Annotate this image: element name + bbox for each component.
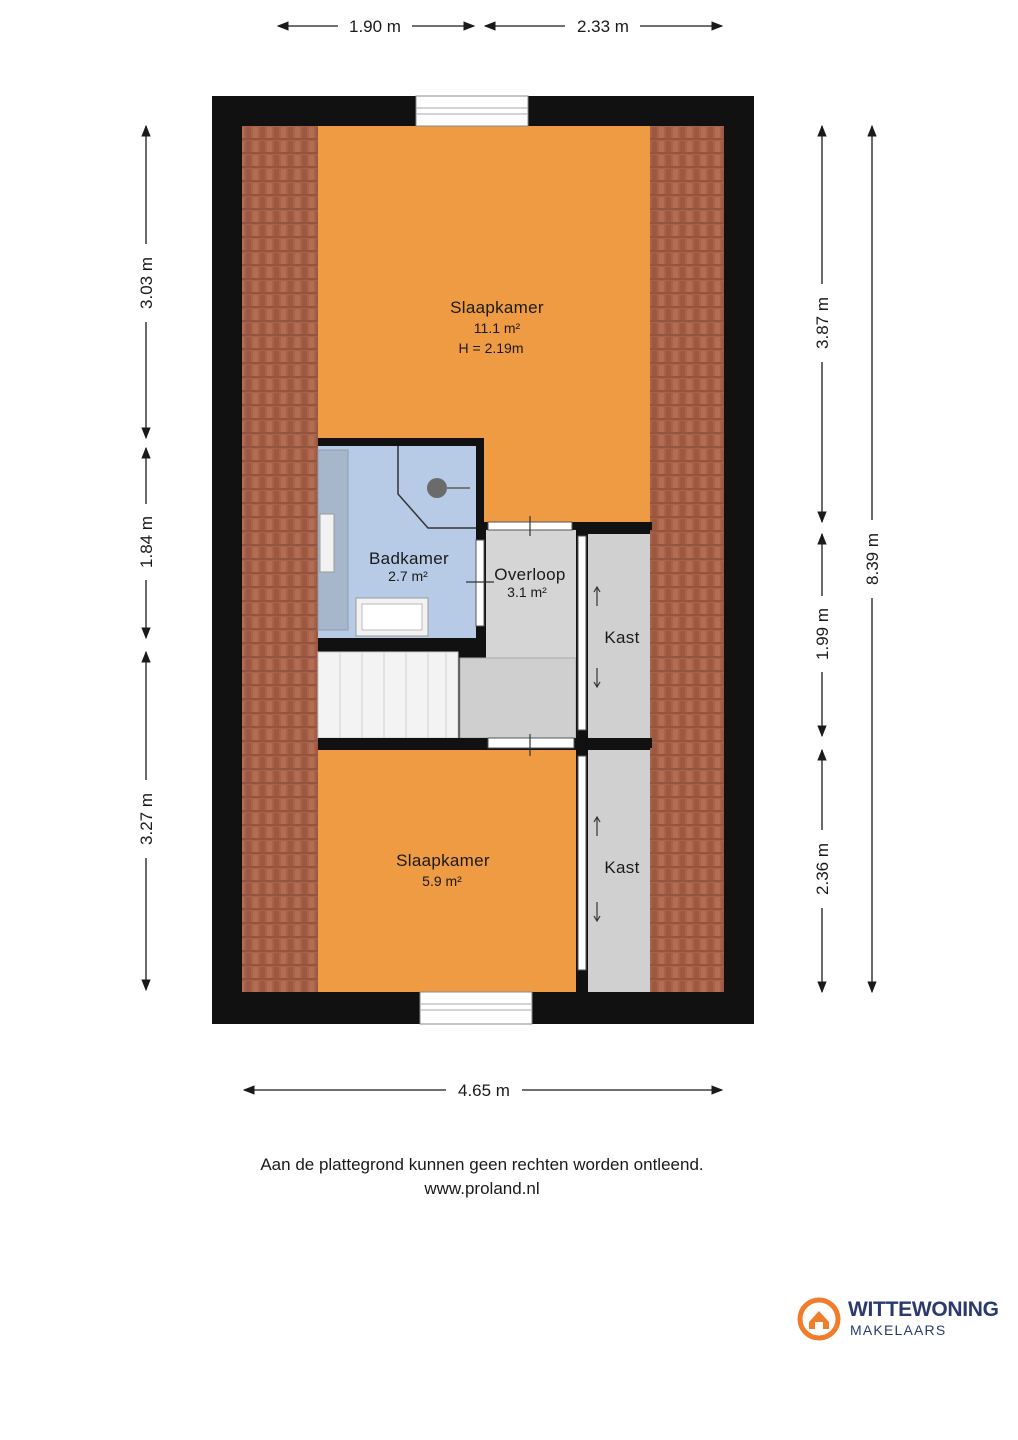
room-slaapkamer-top-name: Slaapkamer [450,298,544,317]
window-top [416,96,528,126]
room-slaapkamer-top-height: H = 2.19m [458,340,524,356]
sink-basin [362,604,422,630]
shower-drain [427,478,447,498]
roof-tiles-left-mid [242,440,318,746]
room-slaapkamer-top-area: 11.1 m² [473,320,521,336]
dim-left-bottom: 3.27 m [137,793,156,845]
room-slaapkamer-top-fill-lower [484,440,650,522]
room-slaapkamer-bottom-fill [318,750,576,992]
disclaimer-line-1: Aan de plattegrond kunnen geen rechten worden ontleend. [260,1155,704,1174]
staircase [318,652,458,738]
room-badkamer-name: Badkamer [369,549,449,568]
roof-tiles-right [650,126,724,992]
dim-right-middle: 1.99 m [813,608,832,660]
dim-right-bottom: 2.36 m [813,843,832,895]
dim-right-top: 3.87 m [813,297,832,349]
bath-faucet [320,514,334,572]
room-slaapkamer-bottom-area: 5.9 m² [422,873,462,889]
wittewoning-logo [796,1296,1006,1346]
door-kast-bottom [578,756,586,970]
room-overloop-name: Overloop [494,565,566,584]
logo-name: WITTEWONING [848,1298,999,1321]
door-badkamer [476,540,484,626]
door-kast-top [578,536,586,730]
dim-top-left: 1.90 m [349,17,401,36]
room-slaapkamer-top-fill [318,126,650,440]
room-kast-top-name: Kast [604,628,640,647]
dim-top-right: 2.33 m [577,17,629,36]
room-badkamer-area: 2.7 m² [388,568,428,584]
stair-void [460,658,576,738]
dim-left-top: 3.03 m [137,257,156,309]
room-kast-bottom-name: Kast [604,858,640,877]
window-bottom [420,992,532,1024]
house-logo-icon [796,1296,842,1342]
door-slaapkamer-bottom [488,738,574,748]
dim-right-total: 8.39 m [863,533,882,585]
room-overloop-area: 3.1 m² [507,584,547,600]
logo-subtitle: MAKELAARS [850,1322,947,1338]
dim-bottom: 4.65 m [458,1081,510,1100]
room-slaapkamer-bottom-name: Slaapkamer [396,851,490,870]
dim-left-middle: 1.84 m [137,516,156,568]
disclaimer-url: www.proland.nl [424,1179,540,1198]
